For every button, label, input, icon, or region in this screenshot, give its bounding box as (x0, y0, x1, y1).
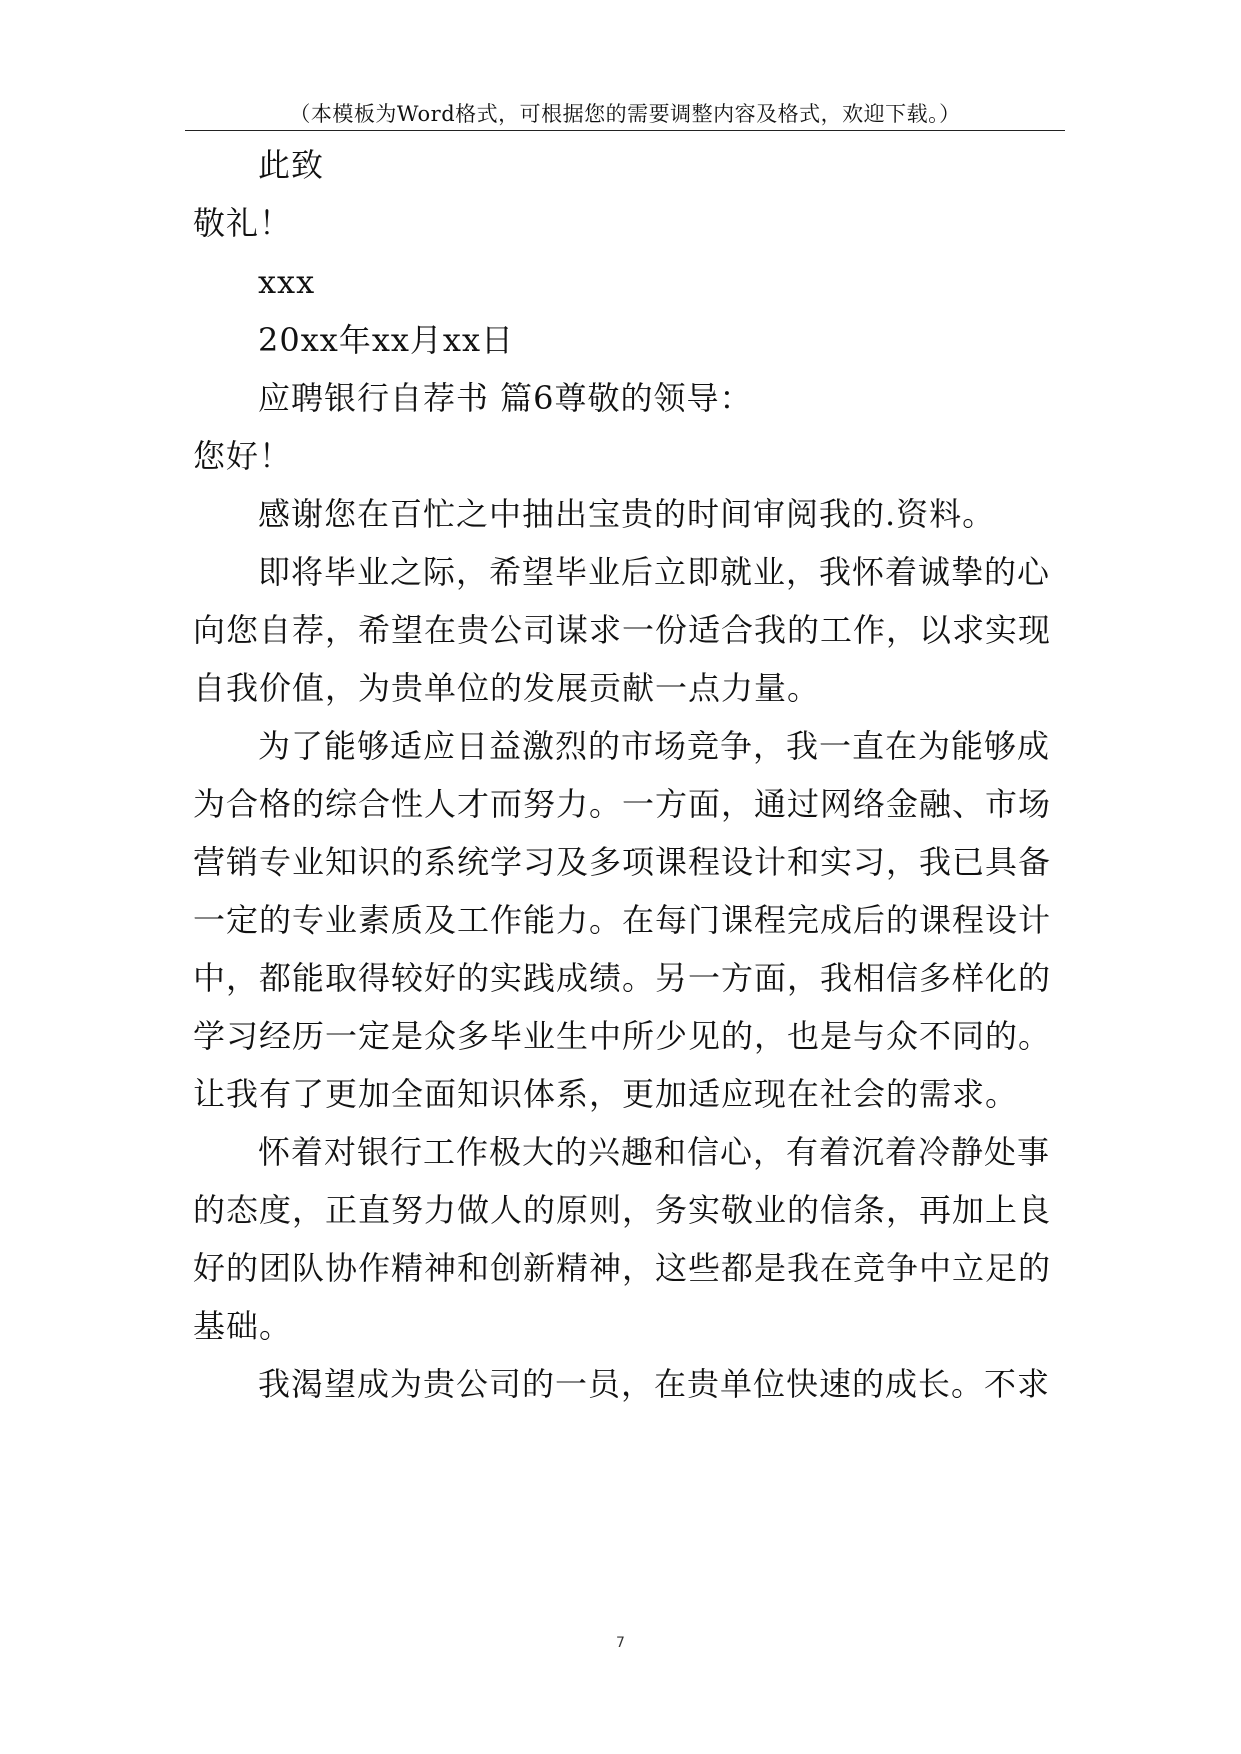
salute-line: 敬礼！ (193, 204, 293, 242)
paragraph-line: 让我有了更加全面知识体系，更加适应现在社会的需求。 (193, 1075, 1019, 1113)
greeting-line: 您好！ (193, 437, 293, 475)
paragraph-line: 我渴望成为贵公司的一员，在贵单位快速的成长。不求 (258, 1365, 1051, 1403)
page-number: 7 (616, 1635, 625, 1651)
paragraph-line: 营销专业知识的系统学习及多项课程设计和实习，我已具备 (193, 843, 1052, 881)
section-heading: 应聘银行自荐书 篇6尊敬的领导： (258, 379, 753, 417)
paragraph-line: 的态度，正直努力做人的原则，务实敬业的信条，再加上良 (193, 1191, 1052, 1229)
paragraph-line: 学习经历一定是众多毕业生中所少见的，也是与众不同的。 (193, 1017, 1052, 1055)
paragraph-line: 为合格的综合性人才而努力。一方面，通过网络金融、市场 (193, 785, 1052, 823)
paragraph-line: 一定的专业素质及工作能力。在每门课程完成后的课程设计 (193, 901, 1052, 939)
paragraph-line: 自我价值，为贵单位的发展贡献一点力量。 (193, 669, 821, 707)
paragraph-line: 即将毕业之际，希望毕业后立即就业，我怀着诚挚的心 (258, 553, 1051, 591)
paragraph-line: 向您自荐，希望在贵公司谋求一份适合我的工作，以求实现 (193, 611, 1052, 649)
paragraph-line: 为了能够适应日益激烈的市场竞争，我一直在为能够成 (258, 727, 1051, 765)
header-note: （本模板为Word格式，可根据您的需要调整内容及格式，欢迎下载。） (289, 102, 961, 126)
signature-name: xxx (258, 263, 316, 301)
signature-date: 20xx年xx月xx日 (258, 321, 515, 359)
paragraph-line: 基础。 (193, 1307, 293, 1345)
closing-line: 此致 (258, 146, 325, 184)
paragraph-line: 好的团队协作精神和创新精神，这些都是我在竞争中立足的 (193, 1249, 1052, 1287)
paragraph-line: 怀着对银行工作极大的兴趣和信心，有着沉着冷静处事 (258, 1133, 1051, 1171)
paragraph-line: 感谢您在百忙之中抽出宝贵的时间审阅我的.资料。 (258, 495, 996, 533)
header-divider (185, 130, 1065, 131)
paragraph-line: 中，都能取得较好的实践成绩。另一方面，我相信多样化的 (193, 959, 1052, 997)
